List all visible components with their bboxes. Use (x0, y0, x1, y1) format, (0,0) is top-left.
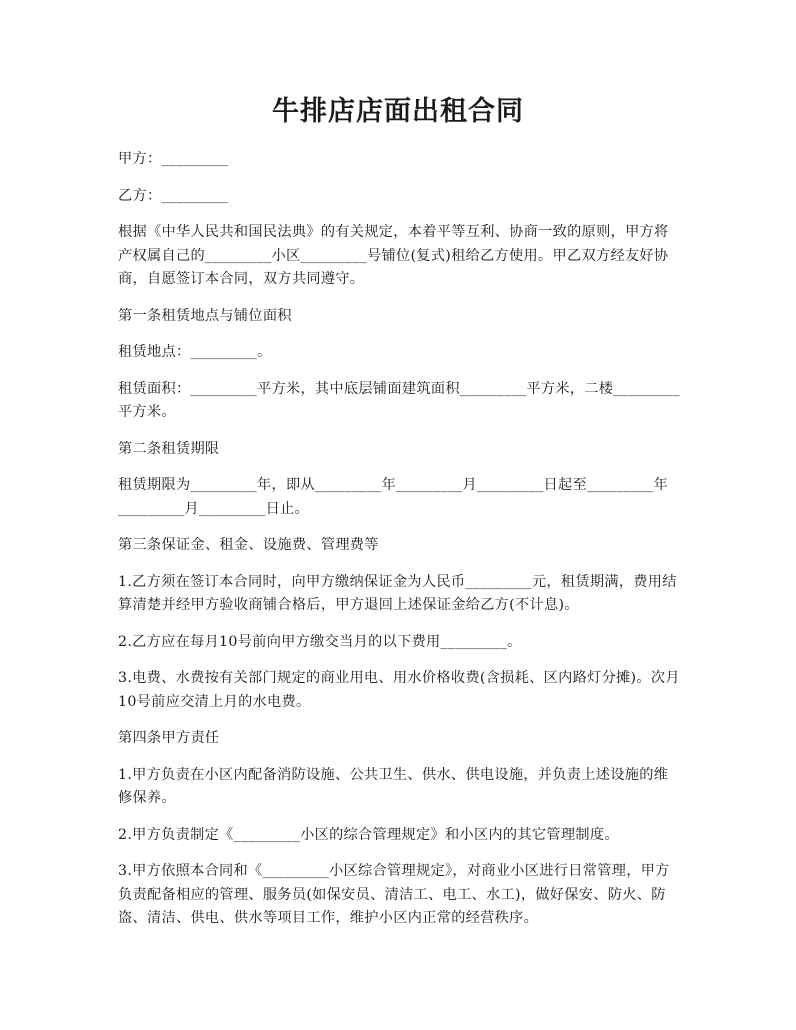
document-body (118, 148, 680, 944)
lease-area-paragraph: 租赁面积：_________平方米，其中底层铺面建筑面积_________平方米，二楼_________平方米。 (118, 380, 680, 420)
article-4-clause-1: 1.甲方负责在小区内配备消防设施、公共卫生、供水、供电设施，并负责上述设施的维修保养。 (118, 766, 669, 806)
party-a-line: 甲方：_________ (118, 151, 229, 167)
article-4-clause-3: 3.甲方依照本合同和《_________小区综合管理规定》，对商业小区进行日常管理，甲方负责配备相应的管理、服务员(如保安员、清洁工、电工、水工)，做好保安、防火、防盗、清洁、供电、供水等项目工作，维护小区内正常的经营秩序。 (118, 863, 670, 926)
lease-term-paragraph: 租赁期限为_________年，即从_________年_________月_________日起至_________年_________月_________日止。 (118, 477, 669, 517)
party-b-line: 乙方：_________ (118, 187, 229, 204)
article-4-clause-2: 2.甲方负责制定《_________小区的综合管理规定》和小区内的其它管理制度。 (118, 826, 619, 843)
article-3-clause-3: 3.电费、水费按有关部门规定的商业用电、用水价格收费(含损耗、区内路灯分摊)。次月10号前应交清上月的水电费。 (118, 670, 680, 710)
document-title: 牛排店店面出租合同 (272, 96, 524, 127)
preamble-paragraph: 根据《中华人民共和国民法典》的有关规定，本着平等互利、协商一致的原则，甲方将产权属自己的_________小区_________号铺位(复式)租给乙方使用。甲乙双方经友好协商，自愿签订本合同，双方共同遵守。 (118, 224, 669, 287)
article-3-clause-2: 2.乙方应在每月10号前向甲方缴交当月的以下费用_________。 (118, 633, 522, 650)
article-2-heading: 第二条租赁期限 (118, 440, 220, 457)
article-4-heading: 第四条甲方责任 (118, 730, 220, 746)
lease-location-line: 租赁地点：_________。 (118, 344, 272, 360)
article-3-clause-1: 1.乙方须在签订本合同时，向甲方缴纳保证金为人民币_________元，租赁期满，费用结算清楚并经甲方验收商铺合格后，甲方退回上述保证金给乙方(不计息)。 (118, 573, 677, 613)
article-1-heading: 第一条租赁地点与铺位面积 (118, 307, 292, 324)
article-3-heading: 第三条保证金、租金、设施费、管理费等 (118, 537, 379, 553)
